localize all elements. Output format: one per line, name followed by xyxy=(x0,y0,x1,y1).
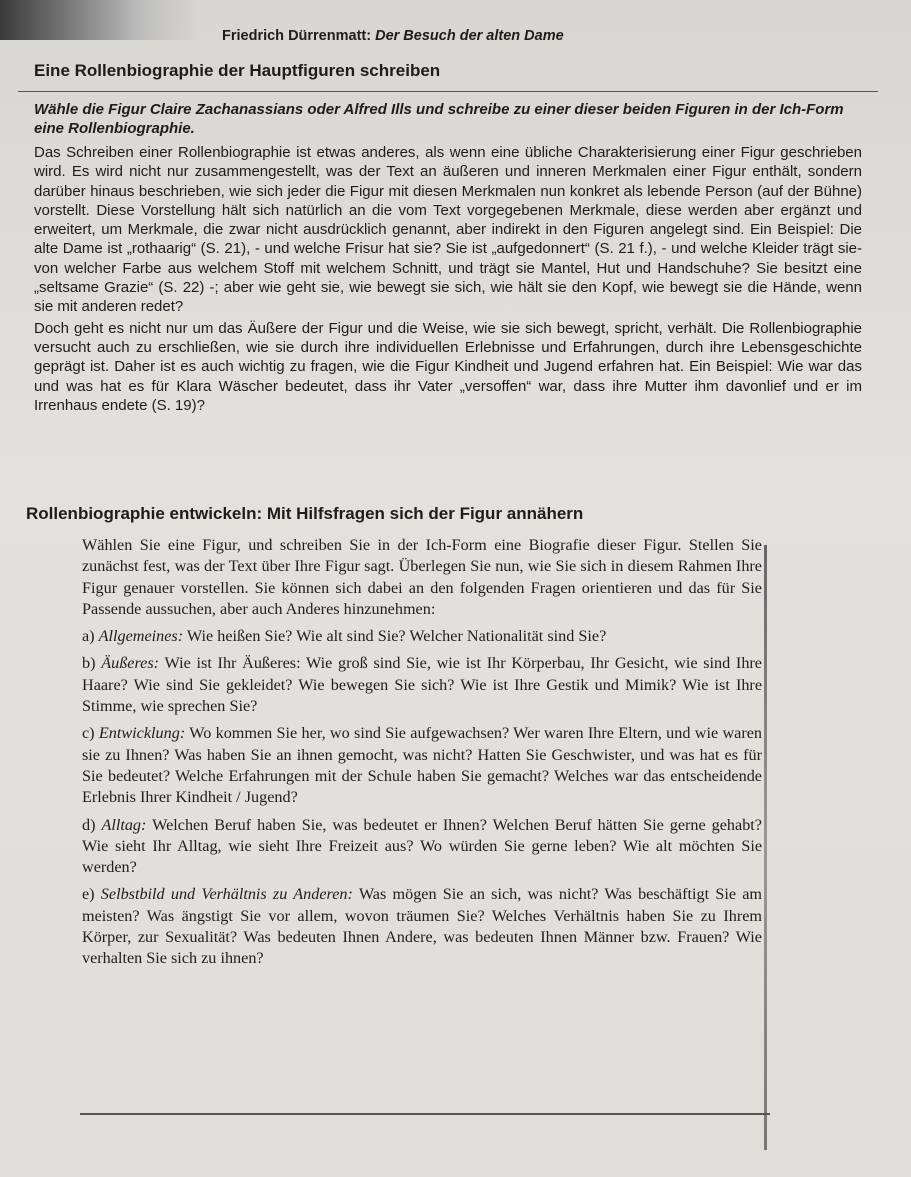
question-text: Wie ist Ihr Äußeres: Wie groß sind Sie, wie ist Ihr Körperbau, Ihr Gesicht, wie sind Ihre Haare? Wie sind Sie gekleidet? Wie bewegen Sie sich? Wie ist Ihre Gestik und Mimik? Wie ist Ihre Stimme, wie sprechen Sie? xyxy=(82,654,762,716)
question-label: Äußeres: xyxy=(101,654,160,673)
question-text: Welchen Beruf haben Sie, was bedeutet er Ihnen? Welchen Beruf hätten Sie gerne gehabt? Wie sieht Ihr Alltag, wie sieht Ihre Freizeit aus? Wo würden Sie gerne leben? Wie alt möchten Sie werden? xyxy=(82,815,762,877)
question-box xyxy=(82,535,762,976)
question-item-b xyxy=(82,653,762,717)
question-box-intro: Wählen Sie eine Figur, und schreiben Sie in der Ich-Form eine Biografie dieser Figur. Stellen Sie zunächst fest, was der Text über Ihre Figur sagt. Überlegen Sie nun, wie Sie sich in diesem Rahmen Ihre Figur genauer vorstellen. Sie können sich dabei an den folgenden Fragen orientieren und das für Sie Passende aussuchen, aber auch Anderes hinzunehmen: xyxy=(82,536,762,618)
question-text: Wo kommen Sie her, wo sind Sie aufgewachsen? Wer waren Ihre Eltern, und wie waren sie zu Ihnen? Was haben Sie an ihnen gemocht, was nicht? Hatten Sie Geschwister, und was hat es für Sie bedeutet? Welche Erfahrungen mit der Schule haben Sie gemacht? Welches war das entscheidende Erlebnis Ihrer Kindheit / Jugend? xyxy=(82,724,762,807)
box-bottom-border xyxy=(80,1113,770,1115)
header-play-title: Der Besuch der alten Dame xyxy=(375,28,564,44)
question-text: Was mögen Sie an sich, was nicht? Was beschäftigt Sie am meisten? Was ängstigt Sie vor allem, wovon träumen Sie? Welches Verhältnis haben Sie zu Ihrem Körper, zur Sexualität? Was bedeuten Ihnen Andere, was bedeuten Ihnen Männer bzw. Frauen? Wie verhalten Sie sich zu ihnen? xyxy=(82,885,762,968)
question-marker: a) xyxy=(82,627,95,646)
question-item-a xyxy=(82,626,762,647)
question-item-d xyxy=(82,815,762,879)
question-text: Wie heißen Sie? Wie alt sind Sie? Welcher Nationalität sind Sie? xyxy=(186,627,607,646)
section1-heading: Eine Rollenbiographie der Hauptfiguren schreiben xyxy=(34,61,441,80)
header-title xyxy=(222,28,862,44)
paragraph-1: Das Schreiben einer Rollenbiographie ist etwas anderes, als wenn eine übliche Charakterisierung einer Figur geschrieben wird. Es wird nicht nur zusammengestellt, was der Text an äußeren und inneren Merkmalen einer Figur enthält, sondern darüber hinaus beschrieben, wie sich jeder die Figur mit diesen Merkmalen nun konkret als lebende Person (auf der Bühne) vorstellt. Diese Vorstellung hält sich natürlich an die vom Text vorgegebenen Merkmale, diese werden aber ergänzt und erweitert, um Merkmale, die zwar nicht ausdrücklich genannt, aber indirekt in den Figuren angelegt sind. Ein Beispiel: Die alte Dame ist „rothaarig“ (S. 21), - und welche Frisur hat sie? Sie ist „aufgedonnert“ (S. 21 f.), - und welche Kleider trägt sie-von welcher Farbe aus welchem Stoff mit welchem Schnitt, und trägt sie Mantel, Hut und Handschuhe? Sie besitzt eine „seltsame Grazie“ (S. 22) -; aber wie geht sie, wie bewegt sie sich, wie hält sie den Kopf, wie bewegt sie die Hände, wenn sie mit anderen redet? xyxy=(34,144,862,316)
question-label: Selbstbild und Verhältnis zu Anderen: xyxy=(100,885,353,904)
box-right-border xyxy=(764,545,767,1150)
question-marker: d) xyxy=(82,815,96,834)
question-item-e xyxy=(82,884,762,969)
section1-body xyxy=(34,143,862,417)
heading-divider xyxy=(18,91,878,92)
corner-photo-fragment xyxy=(0,0,200,40)
section2-heading: Rollenbiographie entwickeln: Mit Hilfsfragen sich der Figur annähern xyxy=(26,504,584,523)
question-label: Alltag: xyxy=(101,815,147,834)
question-marker: c) xyxy=(82,724,95,743)
header-author: Friedrich Dürrenmatt: xyxy=(222,28,372,44)
question-marker: b) xyxy=(82,654,96,673)
question-label: Allgemeines: xyxy=(98,627,184,646)
question-item-c xyxy=(82,723,762,808)
paragraph-2: Doch geht es nicht nur um das Äußere der Figur und die Weise, wie sie sich bewegt, spricht, verhält. Die Rollenbiographie versucht auch zu erschließen, wie sie durch ihre individuellen Erlebnisse und Erfahrungen, durch ihre Lebensgeschichte geprägt ist. Daher ist es auch wichtig zu fragen, wie die Figur Kindheit und Jugend erfahren hat. Ein Beispiel: Wie war das und was hat es für Klara Wäscher bedeutet, dass ihr Vater „versoffen“ war, dass ihre Mutter ihm davonlief und er im Irrenhaus endete (S. 19)? xyxy=(34,319,862,414)
question-label: Entwicklung: xyxy=(98,724,186,743)
task-instruction: Wähle die Figur Claire Zachanassians oder Alfred Ills und schreibe zu einer dieser beiden Figuren in der Ich-Form eine Rollenbiographie. xyxy=(34,101,844,137)
question-marker: e) xyxy=(82,885,95,904)
